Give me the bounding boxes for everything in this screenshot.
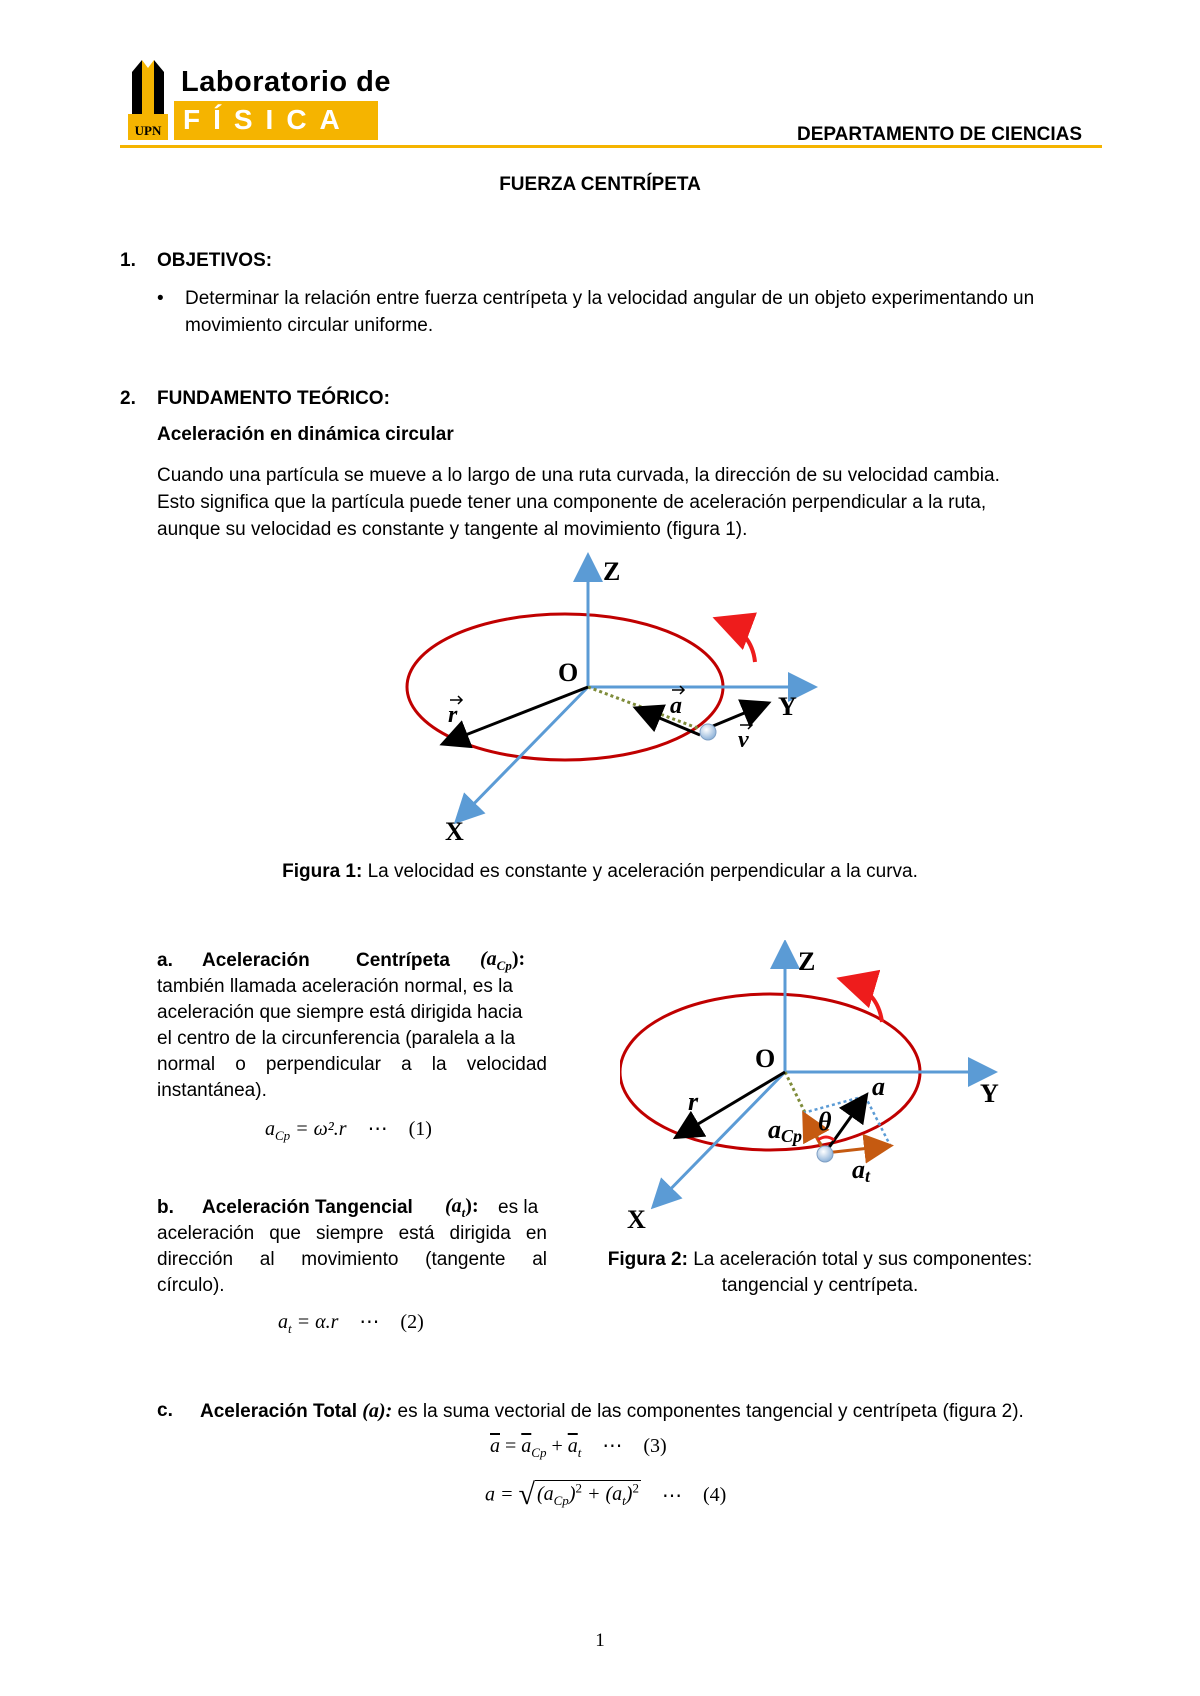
label-o: O (558, 658, 579, 687)
paragraph-line-1: Cuando una partícula se mueve a lo largo de una ruta curvada, la dirección de su velocidad cambia. (157, 465, 1000, 486)
bullet-icon: • (157, 288, 164, 309)
item-b-title: Aceleración Tangencial (202, 1197, 413, 1218)
label-theta: θ (818, 1107, 832, 1136)
section-2-title: FUNDAMENTO TEÓRICO: (157, 388, 390, 409)
figure-2-caption-text: La aceleración total y sus componentes: (687, 1249, 1033, 1270)
item-a-line-5: instantánea). (157, 1080, 267, 1101)
label-o-2: O (755, 1044, 776, 1073)
figure-2-diagram (620, 940, 1030, 1240)
item-b-line-2: dirección al movimiento (tangente al (157, 1249, 547, 1270)
r-vector (445, 687, 588, 743)
header (0, 0, 1200, 160)
objective-line-2: movimiento circular uniforme. (185, 315, 434, 336)
at-vector (825, 1146, 888, 1153)
section-2-number: 2. (120, 388, 136, 409)
item-a-label: a. (157, 950, 173, 971)
particle (700, 724, 716, 740)
header-rule (120, 145, 1102, 148)
label-y: Y (778, 692, 797, 721)
item-a-line-4: normal o perpendicular a la velocidad (157, 1054, 547, 1075)
item-a-line-3: el centro de la circunferencia (paralela a la (157, 1028, 516, 1049)
x-axis-2 (655, 1072, 785, 1205)
a-vector (638, 709, 700, 735)
particle-2 (817, 1146, 833, 1162)
page-title: FUERZA CENTRÍPETA (499, 174, 701, 195)
objective-line-1: Determinar la relación entre fuerza centrípeta y la velocidad angular de un objeto experimentando un (185, 288, 1035, 309)
page-number: 1 (595, 1630, 605, 1651)
item-b-label: b. (157, 1197, 174, 1218)
sqrt-symbol-icon: √ (518, 1478, 535, 1511)
label-y-2: Y (980, 1079, 999, 1108)
figure-2-caption-line-2: tangencial y centrípeta. (721, 1275, 919, 1296)
rotation-arrow-icon (720, 620, 755, 662)
figure-1-diagram (400, 550, 830, 850)
section-1-title: OBJETIVOS: (157, 250, 273, 271)
logo-main-text: Laboratorio de (181, 66, 392, 98)
label-acp: aCp (768, 1115, 803, 1146)
item-a-symbol: $(a_{Cp})$: (480, 948, 526, 973)
figure-1-caption (0, 859, 1200, 885)
paragraph-line-2: Esto significa que la partícula puede tener una componente de aceleración perpendicular a la ruta, (157, 492, 987, 513)
x-axis (458, 687, 588, 820)
dotted-radius (588, 687, 708, 732)
item-b-line-1: aceleración que siempre está dirigida en (157, 1223, 547, 1244)
v-vector (713, 704, 766, 726)
item-a-title-2: Centrípeta (356, 950, 450, 971)
label-v: v (738, 727, 749, 753)
item-a-line-1: también llamada aceleración normal, es la (157, 976, 513, 997)
section-2-subtitle: Aceleración en dinámica circular (157, 424, 454, 445)
logo-sub-text: FÍSICA (183, 104, 353, 135)
item-a-line-2: aceleración que siempre está dirigida hacia (157, 1002, 523, 1023)
figure-2-caption (580, 1247, 1060, 1273)
label-at: at (852, 1155, 871, 1186)
item-c-label: c. (157, 1400, 173, 1421)
figure-1-caption-text: La velocidad es constante y aceleración perpendicular a la curva. (362, 861, 918, 882)
svg-text:UPN: UPN (134, 123, 162, 138)
equation-4: a = √ $(a_{Cp})^2 + (a_t)^2$ ⋯ (4) (485, 1478, 727, 1511)
paragraph-line-3: aunque su velocidad es constante y tangente al movimiento (figura 1). (157, 519, 748, 540)
label-a-2: a (872, 1072, 885, 1101)
figure-2-caption-label: Figura 2: (607, 1249, 688, 1270)
label-z: Z (603, 557, 621, 586)
label-r-2: r (688, 1087, 699, 1116)
label-x: X (445, 817, 464, 846)
item-b-symbol: $(a_t)$: (445, 1195, 479, 1220)
equation-1: $a_{Cp} = \omega^2.r$ ⋯ (1) (265, 1118, 432, 1143)
label-z-2: Z (798, 947, 816, 976)
sqrt-radicand: $(a_{Cp})^2 + (a_t)^2$ (536, 1480, 639, 1509)
label-x-2: X (627, 1205, 646, 1234)
item-c-line: Aceleración Total (a): es la suma vectorial de las componentes tangencial y centrípeta (figura 2). (200, 1400, 1024, 1422)
item-a-title: Aceleración (202, 950, 310, 971)
section-1-number: 1. (120, 250, 136, 271)
equation-3: $\overline{a} = \overline{a}_{Cp} + \overline{a}_t$ ⋯ (3) (490, 1435, 667, 1460)
label-a: a (670, 693, 682, 719)
figure-1-caption-label: Figura 1: (282, 861, 363, 882)
equation-2: $a_t = \alpha.r$ ⋯ (2) (278, 1311, 424, 1336)
label-r: r (448, 702, 458, 728)
item-b-line-3: círculo). (157, 1275, 225, 1296)
item-b-tail: es la (498, 1197, 539, 1218)
department-label: DEPARTAMENTO DE CIENCIAS (796, 124, 1082, 145)
theta-arc (818, 1137, 834, 1140)
